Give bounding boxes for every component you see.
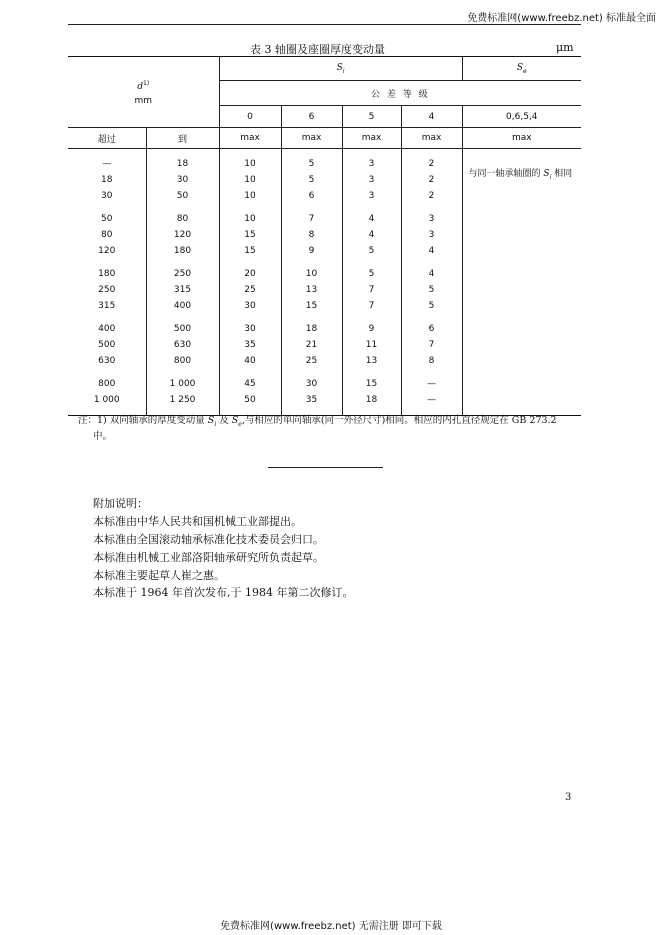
table-cell: 15 — [219, 227, 281, 243]
gap-cell — [219, 369, 281, 376]
gap-cell — [281, 259, 342, 266]
page-number: 3 — [565, 792, 572, 803]
table-cell: 250 — [98, 285, 116, 295]
table-cell: 4 — [401, 266, 462, 282]
table-cell: 5 — [342, 243, 401, 259]
table-cell: 2 — [401, 188, 462, 204]
col-max: max — [219, 128, 281, 149]
table-cell: 7 — [342, 298, 401, 314]
table-cell: 3 — [342, 188, 401, 204]
table-cell: 45 — [219, 376, 281, 392]
table-cell: 7 — [401, 337, 462, 353]
table-cell: 400 — [146, 298, 219, 314]
table-cell: 5 — [281, 172, 342, 188]
table-cell: 30 — [101, 191, 113, 201]
gap-cell — [219, 314, 281, 321]
table-cell: 30 — [219, 298, 281, 314]
table-caption: 表 3 轴圈及座圈厚度变动量 — [250, 43, 385, 56]
gap-cell — [281, 369, 342, 376]
col-max: max — [281, 128, 342, 149]
gap-cell — [219, 259, 281, 266]
gap-cell — [342, 259, 401, 266]
gap-cell — [68, 369, 146, 376]
table-unit: μm — [556, 41, 574, 54]
table-cell: 80 — [101, 230, 113, 240]
d-header: $d^{1)}$ mm — [68, 57, 219, 128]
tolerance-grade-header: 公 差 等 级 — [219, 81, 581, 106]
table-cell: 9 — [342, 321, 401, 337]
table-cell: 15 — [342, 376, 401, 392]
table-cell: 35 — [281, 392, 342, 408]
table-cell: 50 — [219, 392, 281, 408]
table-cell: 2 — [401, 156, 462, 172]
col-max: max — [462, 128, 581, 149]
additional-title: 附加说明： — [93, 497, 148, 510]
table-cell: 120 — [98, 246, 116, 256]
table-cell: 10 — [219, 156, 281, 172]
thickness-variation-table — [68, 56, 581, 416]
table-cell: 3 — [401, 211, 462, 227]
table-cell: 18 — [146, 156, 219, 172]
table-cell: 10 — [281, 266, 342, 282]
gap-cell — [146, 149, 219, 157]
se-same-note: 与同一轴承轴圈的 $S_i$ 相同 — [462, 149, 581, 416]
si-header: $S_i$ — [219, 57, 462, 81]
table-cell: 180 — [98, 269, 116, 279]
gap-cell — [401, 369, 462, 376]
gap-cell — [342, 369, 401, 376]
table-cell: 120 — [146, 227, 219, 243]
table-cell: 40 — [219, 353, 281, 369]
gap-cell — [342, 204, 401, 211]
table-cell: 315 — [146, 282, 219, 298]
site-header: 免费标准网(www.freebz.net) 标准最全面 — [467, 13, 656, 24]
grade-4: 4 — [401, 106, 462, 128]
table-cell: 5 — [281, 156, 342, 172]
gap-cell — [68, 149, 146, 157]
table-cell: 5 — [342, 266, 401, 282]
table-cell: 80 — [146, 211, 219, 227]
gap-cell — [146, 314, 219, 321]
table-cell: 10 — [219, 172, 281, 188]
table-cell: 21 — [281, 337, 342, 353]
table-cell: 35 — [219, 337, 281, 353]
table-cell: 3 — [401, 227, 462, 243]
gap-cell — [281, 204, 342, 211]
separator-rule — [268, 467, 383, 468]
se-grades: 0,6,5,4 — [462, 106, 581, 128]
table-cell: 500 — [146, 321, 219, 337]
gap-cell — [401, 149, 462, 157]
table-cell: 15 — [281, 298, 342, 314]
gap-cell — [219, 204, 281, 211]
table-cell: 20 — [219, 266, 281, 282]
table-cell: 2 — [401, 172, 462, 188]
gap-cell — [146, 259, 219, 266]
table-cell: 25 — [219, 282, 281, 298]
table-cell: 180 — [146, 243, 219, 259]
gap-cell — [146, 369, 219, 376]
gap-cell — [342, 149, 401, 157]
table-cell: 15 — [219, 243, 281, 259]
gap-cell — [68, 314, 146, 321]
table-cell: 630 — [98, 356, 116, 366]
table-cell: 8 — [281, 227, 342, 243]
table-cell: — — [401, 392, 462, 408]
col-max: max — [342, 128, 401, 149]
table-note: 注：1) 双向轴承的厚度变动量 $S_i$ 及 $S_e$,与相应的单向轴承(同一外径尺寸)相同。相应的内孔直径规定在 GB 273.2 — [78, 415, 557, 428]
table-cell: 4 — [342, 211, 401, 227]
table-cell: 1 000 — [93, 395, 120, 405]
additional-line: 本标准由中华人民共和国机械工业部提出。 — [93, 515, 302, 528]
table-cell: 4 — [401, 243, 462, 259]
table-cell: — — [102, 159, 112, 169]
table-cell: 6 — [281, 188, 342, 204]
table-cell: 30 — [219, 321, 281, 337]
gap-cell — [68, 259, 146, 266]
table-cell: 7 — [342, 282, 401, 298]
table-note-line2: 中。 — [93, 431, 113, 442]
table-cell: 7 — [281, 211, 342, 227]
gap-cell — [146, 204, 219, 211]
table-cell: 9 — [281, 243, 342, 259]
gap-cell — [219, 149, 281, 157]
table-cell: 10 — [219, 188, 281, 204]
table-cell: 315 — [98, 301, 116, 311]
gap-cell — [401, 259, 462, 266]
table-cell: 250 — [146, 266, 219, 282]
table-cell: 800 — [98, 379, 116, 389]
table-cell: 8 — [401, 353, 462, 369]
col-to: 到 — [146, 128, 219, 149]
table-cell: 3 — [342, 172, 401, 188]
table-cell: 13 — [342, 353, 401, 369]
grade-5: 5 — [342, 106, 401, 128]
additional-line: 本标准于 1964 年首次发布,于 1984 年第二次修订。 — [93, 586, 354, 599]
site-footer: 免费标准网(www.freebz.net) 无需注册 即可下载 — [220, 921, 442, 932]
additional-line: 本标准主要起草人崔之惠。 — [93, 569, 225, 582]
table-cell: 18 — [342, 392, 401, 408]
additional-line: 本标准由全国滚动轴承标准化技术委员会归口。 — [93, 533, 324, 546]
table-cell: 50 — [101, 214, 113, 224]
gap-cell — [281, 314, 342, 321]
gap-cell — [342, 314, 401, 321]
table-cell: 6 — [401, 321, 462, 337]
col-max: max — [401, 128, 462, 149]
se-header: $S_e$ — [462, 57, 581, 81]
table-cell: 25 — [281, 353, 342, 369]
gap-cell — [68, 204, 146, 211]
grade-6: 6 — [281, 106, 342, 128]
table-cell: 11 — [342, 337, 401, 353]
table-cell: 1 000 — [146, 376, 219, 392]
table-cell: 800 — [146, 353, 219, 369]
col-over: 超过 — [68, 128, 146, 149]
gap-cell — [401, 314, 462, 321]
gap-cell — [281, 149, 342, 157]
additional-line: 本标准由机械工业部洛阳轴承研究所负责起草。 — [93, 551, 324, 564]
table-cell: 630 — [146, 337, 219, 353]
table-cell: 5 — [401, 282, 462, 298]
table-cell: — — [401, 376, 462, 392]
table-cell: 18 — [281, 321, 342, 337]
table-cell: 10 — [219, 211, 281, 227]
table-cell: 3 — [342, 156, 401, 172]
table-cell: 30 — [281, 376, 342, 392]
gap-cell — [401, 204, 462, 211]
grade-0: 0 — [219, 106, 281, 128]
header-rule — [68, 24, 581, 25]
table-cell: 30 — [146, 172, 219, 188]
table-cell: 13 — [281, 282, 342, 298]
table-cell: 500 — [98, 340, 116, 350]
table-cell: 5 — [401, 298, 462, 314]
table-cell: 50 — [146, 188, 219, 204]
table-cell: 4 — [342, 227, 401, 243]
table-cell: 1 250 — [146, 392, 219, 408]
table-cell: 400 — [98, 324, 116, 334]
table-cell: 18 — [101, 175, 113, 185]
